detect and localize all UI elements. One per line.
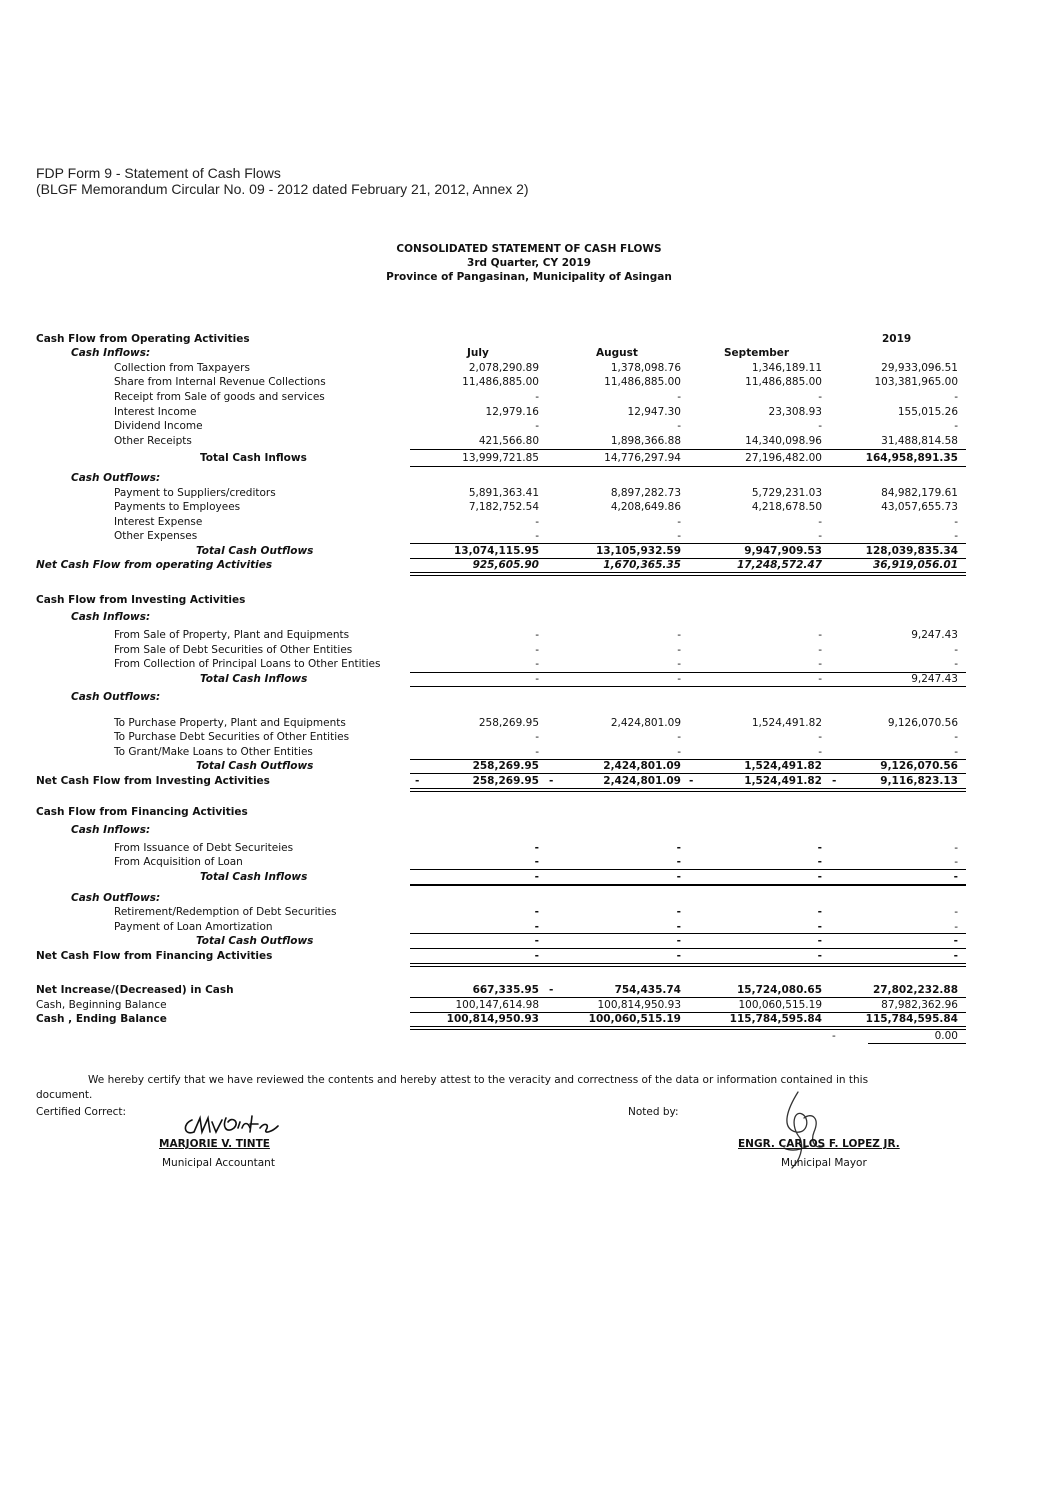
cell-year: 9,116,823.13: [880, 775, 958, 787]
cell-september: -: [818, 673, 822, 685]
rule: [410, 449, 966, 450]
cell-year: 155,015.26: [897, 406, 958, 418]
mayor-name: ENGR. CARLOS F. LOPEZ JR.: [738, 1138, 900, 1150]
cell-july: -: [534, 921, 539, 933]
row-label: Share from Internal Revenue Collections: [114, 376, 326, 388]
noted-by-label: Noted by:: [628, 1106, 679, 1118]
cell-year: 103,381,965.00: [874, 376, 958, 388]
table-row: [0, 717, 1058, 731]
cell-july: -: [535, 629, 539, 641]
negative-sign: -: [415, 775, 420, 787]
row-label: From Issuance of Debt Securiteies: [114, 842, 294, 854]
cell-july: 12,979.16: [485, 406, 539, 418]
cell-august: 8,897,282.73: [610, 487, 681, 499]
cell-year: -: [954, 731, 958, 743]
subsection-row: [0, 691, 1058, 705]
subsection-row: [0, 611, 1058, 625]
cell-august: -: [677, 731, 681, 743]
cell-year: 9,247.43: [911, 629, 958, 641]
cell-year: -: [954, 420, 958, 432]
table-row: [0, 435, 1058, 449]
table-row: [0, 530, 1058, 544]
table-row: [0, 516, 1058, 530]
cell-july: 2,078,290.89: [468, 362, 539, 374]
cell-september: 9,947,909.53: [744, 545, 822, 557]
row-label: Total Cash Inflows: [200, 673, 308, 685]
cell-year: 27,802,232.88: [872, 984, 958, 996]
cell-year: -: [954, 391, 958, 403]
cell-july: -: [535, 731, 539, 743]
cell-year: -: [953, 871, 958, 883]
cell-july: 7,182,752.54: [468, 501, 539, 513]
cell-year: 43,057,655.73: [881, 501, 958, 513]
section-row: [0, 806, 1058, 820]
table-row: [0, 420, 1058, 434]
certification-text-cont: document.: [36, 1089, 93, 1101]
table-row: [0, 906, 1058, 920]
cell-july: 925,605.90: [472, 559, 539, 571]
cell-september: -: [817, 906, 822, 918]
cell-july: 421,566.80: [478, 435, 539, 447]
cell-september: -: [817, 935, 822, 947]
cell-september: -: [818, 530, 822, 542]
cell-july: -: [534, 950, 539, 962]
column-july: July: [467, 347, 489, 359]
cell-september: -: [818, 731, 822, 743]
cell-august: -: [676, 921, 681, 933]
cell-year: -: [953, 935, 958, 947]
cell-september: -: [818, 658, 822, 670]
subsection-row: [0, 472, 1058, 486]
cell-july: -: [534, 906, 539, 918]
cell-august: 14,776,297.94: [604, 452, 681, 464]
check-row: [0, 1030, 1058, 1044]
cell-august: -: [677, 629, 681, 641]
subsection-heading: Cash Inflows:: [71, 347, 151, 359]
rule: [410, 884, 966, 886]
net-increase-row: [0, 984, 1058, 998]
cell-july: -: [535, 530, 539, 542]
cell-july: 13,074,115.95: [453, 545, 539, 557]
total-row: [0, 673, 1058, 687]
cell-august: 1,898,366.88: [610, 435, 681, 447]
rule: [410, 686, 966, 687]
cell-september: 15,724,080.65: [736, 984, 822, 996]
rule: [410, 948, 966, 949]
rule: [410, 997, 966, 998]
cell-september: 1,346,189.11: [751, 362, 822, 374]
row-label: To Purchase Debt Securities of Other Entities: [114, 731, 350, 743]
table-row: [0, 391, 1058, 405]
cell-september: 1,524,491.82: [751, 717, 822, 729]
row-label: Net Cash Flow from Financing Activities: [36, 950, 273, 962]
cell-july: -: [535, 673, 539, 685]
row-label: Receipt from Sale of goods and services: [114, 391, 325, 403]
cell-year: -: [954, 644, 958, 656]
check-value: 0.00: [934, 1030, 958, 1042]
row-label: Total Cash Outflows: [196, 545, 314, 557]
cell-september: 1,524,491.82: [744, 760, 822, 772]
cell-year: 128,039,835.34: [865, 545, 958, 557]
mayor-title: Municipal Mayor: [781, 1157, 867, 1169]
cell-august: 2,424,801.09: [603, 775, 681, 787]
subsection-heading: Cash Outflows:: [71, 472, 161, 484]
form-reference: (BLGF Memorandum Circular No. 09 - 2012 dated February 21, 2012, Annex 2): [36, 181, 529, 197]
cell-september: -: [817, 856, 822, 868]
cell-july: -: [535, 516, 539, 528]
negative-sign: -: [689, 775, 694, 787]
cell-august: -: [677, 530, 681, 542]
cell-july: 11,486,885.00: [462, 376, 539, 388]
row-label: Collection from Taxpayers: [114, 362, 250, 374]
cell-july: 100,814,950.93: [446, 1013, 539, 1025]
rule: [410, 543, 966, 544]
cell-august: -: [677, 516, 681, 528]
cell-july: 13,999,721.85: [462, 452, 539, 464]
row-label: Retirement/Redemption of Debt Securities: [114, 906, 337, 918]
beginning-balance-row: [0, 999, 1058, 1013]
rule: [868, 1043, 966, 1044]
table-row: [0, 362, 1058, 376]
row-label: Total Cash Outflows: [196, 760, 314, 772]
cell-september: 1,524,491.82: [744, 775, 822, 787]
row-label: Payment of Loan Amortization: [114, 921, 273, 933]
rule: [410, 773, 966, 774]
cell-july: -: [535, 644, 539, 656]
negative-sign: -: [832, 775, 837, 787]
cell-year: 9,247.43: [911, 673, 958, 685]
operating-inflows-row: [0, 347, 1058, 361]
negative-sign: -: [549, 984, 554, 996]
cell-year: -: [954, 658, 958, 670]
cell-august: -: [676, 871, 681, 883]
cell-august: 2,424,801.09: [603, 760, 681, 772]
row-label: Other Expenses: [114, 530, 198, 542]
row-label: Dividend Income: [114, 420, 203, 432]
table-row: [0, 629, 1058, 643]
section-row: [0, 594, 1058, 608]
cell-year: -: [954, 530, 958, 542]
row-label: Total Cash Outflows: [196, 935, 314, 947]
net-row: [0, 775, 1058, 789]
cell-september: 100,060,515.19: [738, 999, 822, 1011]
row-label: Interest Income: [114, 406, 197, 418]
subsection-heading: Cash Inflows:: [71, 611, 151, 623]
row-label: Total Cash Inflows: [200, 452, 307, 464]
accountant-signature: [180, 1112, 285, 1140]
net-row: [0, 950, 1058, 964]
cell-july: 100,147,614.98: [455, 999, 539, 1011]
cell-august: -: [676, 906, 681, 918]
cell-september: -: [817, 842, 822, 854]
cell-august: -: [676, 935, 681, 947]
cell-august: 4,208,649.86: [610, 501, 681, 513]
cell-august: -: [676, 856, 681, 868]
ending-balance-row: [0, 1013, 1058, 1027]
cell-year: -: [954, 921, 958, 933]
cell-september: -: [817, 871, 822, 883]
subsection-heading: Cash Outflows:: [71, 691, 161, 703]
cell-september: 4,218,678.50: [751, 501, 822, 513]
subsection-heading: Cash Inflows:: [71, 824, 151, 836]
cell-august: 13,105,932.59: [595, 545, 681, 557]
column-year: 2019: [882, 333, 912, 345]
cell-year: 87,982,362.96: [881, 999, 958, 1011]
total-row: [0, 760, 1058, 774]
cell-september: -: [818, 391, 822, 403]
cell-year: 29,933,096.51: [881, 362, 958, 374]
cell-august: -: [677, 420, 681, 432]
total-row: [0, 452, 1058, 466]
cell-august: 754,435.74: [614, 984, 681, 996]
cell-july: -: [534, 856, 539, 868]
statement-period: 3rd Quarter, CY 2019: [467, 257, 591, 269]
cell-august: -: [677, 746, 681, 758]
accountant-title: Municipal Accountant: [162, 1157, 275, 1169]
cell-july: -: [534, 935, 539, 947]
table-row: [0, 406, 1058, 420]
cell-year: -: [954, 516, 958, 528]
section-heading: Cash Flow from Financing Activities: [36, 806, 248, 818]
certification-text: We hereby certify that we have reviewed the contents and hereby attest to the veracity and correctness of the data or information contained in this: [88, 1074, 869, 1086]
cell-september: 17,248,572.47: [736, 559, 822, 571]
form-title: FDP Form 9 - Statement of Cash Flows: [36, 165, 281, 181]
subsection-row: [0, 824, 1058, 838]
rule: [410, 869, 966, 870]
subsection-row: [0, 892, 1058, 906]
check-dash: -: [832, 1030, 836, 1042]
row-label: Net Cash Flow from Investing Activities: [36, 775, 270, 787]
row-label: Payments to Employees: [114, 501, 241, 513]
double-rule: [410, 788, 966, 792]
cell-august: 100,060,515.19: [588, 1013, 681, 1025]
cell-august: -: [677, 644, 681, 656]
row-label: Net Cash Flow from operating Activities: [36, 559, 273, 571]
cell-september: -: [818, 420, 822, 432]
row-label: From Collection of Principal Loans to Other Entities: [114, 658, 381, 670]
cell-september: 5,729,231.03: [751, 487, 822, 499]
cell-july: -: [535, 658, 539, 670]
cell-august: -: [677, 673, 681, 685]
accountant-name: MARJORIE V. TINTE: [159, 1138, 270, 1150]
cell-year: 9,126,070.56: [880, 760, 958, 772]
cell-august: -: [676, 842, 681, 854]
cell-september: 11,486,885.00: [745, 376, 822, 388]
table-row: [0, 644, 1058, 658]
row-label: Other Receipts: [114, 435, 192, 447]
rule: [410, 933, 966, 934]
row-label: Cash, Beginning Balance: [36, 999, 167, 1011]
total-row: [0, 545, 1058, 559]
cell-year: 9,126,070.56: [887, 717, 958, 729]
total-row: [0, 871, 1058, 885]
column-september: September: [724, 347, 790, 359]
cell-year: 31,488,814.58: [881, 435, 958, 447]
total-row: [0, 935, 1058, 949]
negative-sign: -: [549, 775, 554, 787]
row-label: From Sale of Debt Securities of Other Entities: [114, 644, 353, 656]
table-row: [0, 746, 1058, 760]
table-row: [0, 842, 1058, 856]
row-label: Interest Expense: [114, 516, 203, 528]
cell-september: -: [818, 644, 822, 656]
cell-august: -: [676, 950, 681, 962]
cell-september: 14,340,098.96: [745, 435, 822, 447]
cell-year: 84,982,179.61: [881, 487, 958, 499]
cell-september: -: [818, 746, 822, 758]
cell-august: 1,670,365.35: [603, 559, 681, 571]
cell-july: -: [535, 391, 539, 403]
cell-july: -: [534, 842, 539, 854]
cell-september: -: [817, 950, 822, 962]
cell-year: 164,958,891.35: [865, 452, 958, 464]
certified-correct-label: Certified Correct:: [36, 1106, 127, 1118]
cell-july: 667,335.95: [472, 984, 539, 996]
cell-year: -: [954, 842, 958, 854]
table-row: [0, 487, 1058, 501]
cell-september: -: [818, 516, 822, 528]
net-row: [0, 559, 1058, 573]
table-row: [0, 856, 1058, 870]
cell-august: 2,424,801.09: [610, 717, 681, 729]
cell-august: -: [677, 658, 681, 670]
cell-august: -: [677, 391, 681, 403]
cell-year: -: [954, 906, 958, 918]
cell-year: -: [953, 950, 958, 962]
column-august: August: [596, 347, 638, 359]
row-label: Payment to Suppliers/creditors: [114, 487, 276, 499]
cell-year: 115,784,595.84: [865, 1013, 958, 1025]
cell-august: 11,486,885.00: [604, 376, 681, 388]
section-heading: Cash Flow from Operating Activities: [36, 333, 250, 345]
cell-september: 27,196,482.00: [745, 452, 822, 464]
row-label: From Acquisition of Loan: [114, 856, 243, 868]
cell-july: -: [534, 871, 539, 883]
subsection-heading: Cash Outflows:: [71, 892, 161, 904]
table-row: [0, 376, 1058, 390]
cell-september: -: [818, 629, 822, 641]
cell-july: -: [535, 746, 539, 758]
cell-september: -: [817, 921, 822, 933]
row-label: To Grant/Make Loans to Other Entities: [114, 746, 313, 758]
cell-august: 100,814,950.93: [597, 999, 681, 1011]
operating-heading-row: [0, 333, 1058, 347]
row-label: From Sale of Property, Plant and Equipments: [114, 629, 350, 641]
cell-september: 115,784,595.84: [729, 1013, 822, 1025]
cell-july: 258,269.95: [472, 775, 539, 787]
statement-title: CONSOLIDATED STATEMENT OF CASH FLOWS: [396, 243, 662, 255]
statement-entity: Province of Pangasinan, Municipality of Asingan: [386, 271, 672, 283]
section-heading: Cash Flow from Investing Activities: [36, 594, 246, 606]
row-label: Total Cash Inflows: [200, 871, 308, 883]
cell-july: 258,269.95: [478, 717, 539, 729]
cell-year: -: [954, 746, 958, 758]
cell-july: -: [535, 420, 539, 432]
row-label: To Purchase Property, Plant and Equipments: [114, 717, 346, 729]
cell-september: 23,308.93: [768, 406, 822, 418]
table-row: [0, 501, 1058, 515]
rule: [410, 466, 966, 467]
cell-year: -: [954, 856, 958, 868]
cell-august: 1,378,098.76: [610, 362, 681, 374]
table-row: [0, 731, 1058, 745]
row-label: Net Increase/(Decreased) in Cash: [36, 984, 234, 996]
cell-august: 12,947.30: [627, 406, 681, 418]
double-rule: [410, 572, 966, 576]
cell-july: 5,891,363.41: [468, 487, 539, 499]
row-label: Cash , Ending Balance: [36, 1013, 167, 1025]
table-row: [0, 658, 1058, 672]
cell-july: 258,269.95: [472, 760, 539, 772]
double-rule: [410, 963, 966, 967]
cell-year: 36,919,056.01: [872, 559, 958, 571]
